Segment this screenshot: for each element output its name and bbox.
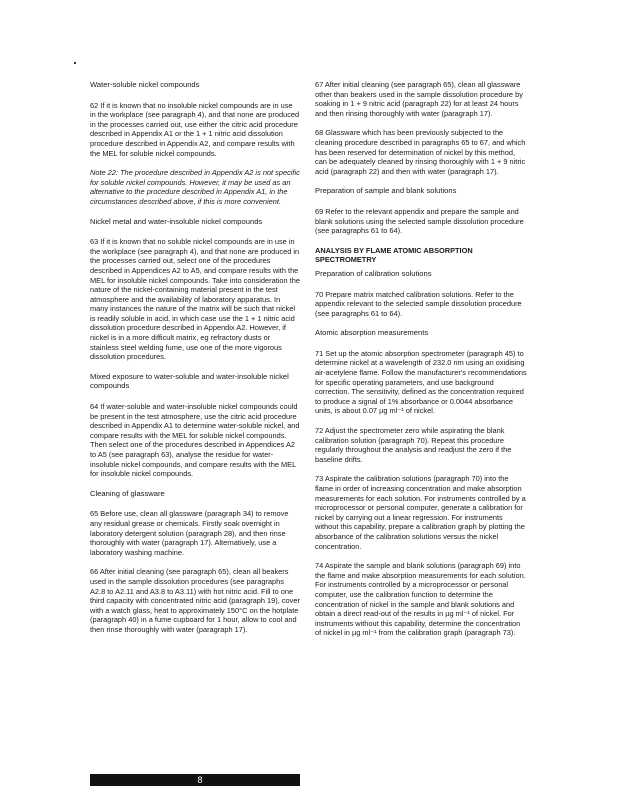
paragraph-63: 63 If it is known that no soluble nickel compounds are in use in the workplace (see paragraph 4), and that none are produced in the processes carried out, select one of the procedures described in Appendices A2 to A5, and compare results with the MEL for insoluble nickel compounds. Take into consideration the nature of the nickel-containing material present in the test atmosphere and the availability of laboratory apparatus. In many instances the nature of the matrix will be such that nickel is readily soluble in acid, in which case use the 1 + 1 nitric acid dissolution procedure described in Appendix A2. However, if nickel is in a more difficult matrix, eg refractory dusts or stainless steel welding fume, use one of the more vigorous dissolution procedures. bbox=[90, 237, 300, 362]
paragraph-66: 66 After initial cleaning (see paragraph 65), clean all beakers used in the sample dissolution procedures (see paragraphs A2.8 to A2.11 and A3.8 to A3.11) with hot nitric acid. Fill to one third capacity with concentrated nitric acid (paragraph 19), cover with a watch glass, heat to approximately 150°C on the hotplate (paragraph 40) in a fume cupboard for 1 hour, allow to cool and then rinse thoroughly with water (paragraph 17). bbox=[90, 567, 300, 634]
paragraph-73: 73 Aspirate the calibration solutions (paragraph 70) into the flame in order of increasing concentration and make absorption measurements for each solution. For instruments controlled by a microprocessor or personal computer, generate a calibration for nickel by carrying out a linear regression. For instruments without this capability, prepare a calibration graph by plotting the absorbance of the calibration solutions versus the nickel concentration. bbox=[315, 474, 526, 551]
heading-sample-preparation: Preparation of sample and blank solutions bbox=[315, 186, 457, 196]
heading-aa-measurements: Atomic absorption measurements bbox=[315, 328, 429, 338]
scan-speck bbox=[74, 62, 76, 64]
heading-water-soluble: Water-soluble nickel compounds bbox=[90, 80, 200, 89]
paragraph-62: 62 If it is known that no insoluble nickel compounds are in use in the workplace (see paragraph 4), and that none are produced in the processes carried out, use either the citric acid procedure described in Appendix A1 or the 1 + 1 nitric acid dissolution procedure described in Appendix A2, and compare results with the MEL for soluble nickel compounds. bbox=[90, 100, 300, 158]
heading-calibration: Preparation of calibration solutions bbox=[315, 268, 432, 278]
paragraph-67: 67 After initial cleaning (see paragraph 65), clean all glassware other than beakers used in the sample dissolution procedure by soaking in 1 + 9 nitric acid (paragraph 22) for at least 24 hours and then rinsing thoroughly with water (paragraph 17). bbox=[315, 80, 523, 118]
paragraph-71: 71 Set up the atomic absorption spectrometer (paragraph 45) to determine nickel at a wavelength of 232.0 nm using an oxidising air-acetylene flame. Follow the manufacturer's recommendations for specific operating parameters, and use background correction. The sensitivity, defined as the concentration required to produce a signal of 1% absorbance or 0.0044 absorbance units, is about 0.07 µg ml⁻¹ of nickel. bbox=[315, 348, 527, 416]
heading-cleaning: Cleaning of glassware bbox=[90, 488, 165, 498]
paragraph-69: 69 Refer to the relevant appendix and prepare the sample and blank solutions using the selected sample dissolution procedure (see paragraphs 61 to 64). bbox=[315, 206, 524, 236]
right-column bbox=[315, 80, 527, 648]
heading-faas: ANALYSIS BY FLAME ATOMIC ABSORPTION SPECTROMETRY bbox=[315, 245, 473, 265]
left-column bbox=[90, 80, 300, 645]
paragraph-72: 72 Adjust the spectrometer zero while aspirating the blank calibration solution (paragraph 70). Repeat this procedure regularly throughout the analysis and readjust the zero if the baseline drifts. bbox=[315, 426, 512, 464]
heading-mixed-exposure: Mixed exposure to water-soluble and water-insoluble nickel compounds bbox=[90, 371, 289, 391]
note-22: Note 22: The procedure described in Appendix A2 is not specific for soluble nickel compounds. However, it may be used as an alternative to the procedure described in Appendix A1, in the circumstances described above, if this is more convenient. bbox=[90, 168, 300, 206]
paragraph-65: 65 Before use, clean all glassware (paragraph 34) to remove any residual grease or chemicals. Firstly soak overnight in laboratory detergent solution (paragraph 28), and then rinse thoroughly with water (paragraph 17). Alternatively, use a laboratory washing machine. bbox=[90, 509, 289, 557]
paragraph-74: 74 Aspirate the sample and blank solutions (paragraph 69) into the flame and make absorption measurements for each solution. For instruments controlled by a microprocessor or personal computer, use the calibration function to determine the concentration of nickel in the sample and blank solutions and obtain a direct read-out of the results in µg ml⁻¹ of nickel. For instruments without this capability, determine the concentration of nickel in µg ml⁻¹ from the calibration graph (paragraph 73). bbox=[315, 561, 526, 638]
paragraph-64: 64 If water-soluble and water-insoluble nickel compounds could be present in the test atmosphere, use the citric acid procedure described in Appendix A1 to determine water-soluble nickel, and compare results with the MEL for soluble nickel compounds. Then select one of the procedures described in Appendices A2 to A5 (see paragraph 63), analyse the residue for water-insoluble nickel compounds, and compare results with the MEL for insoluble nickel compounds. bbox=[90, 402, 300, 479]
page-number: 8 bbox=[197, 775, 203, 785]
paragraph-68: 68 Glassware which has been previously subjected to the cleaning procedure described in paragraphs 65 to 67, and which has been reserved for determination of nickel by this method, can be adequately cleaned by rinsing thoroughly with 1 + 9 nitric acid (paragraph 22) and then with water (paragraph 17). bbox=[315, 128, 526, 176]
heading-insoluble: Nickel metal and water-insoluble nickel compounds bbox=[90, 216, 263, 226]
paragraph-70: 70 Prepare matrix matched calibration solutions. Refer to the appendix relevant to the selected sample dissolution procedure (see paragraphs 61 to 64). bbox=[315, 289, 522, 318]
